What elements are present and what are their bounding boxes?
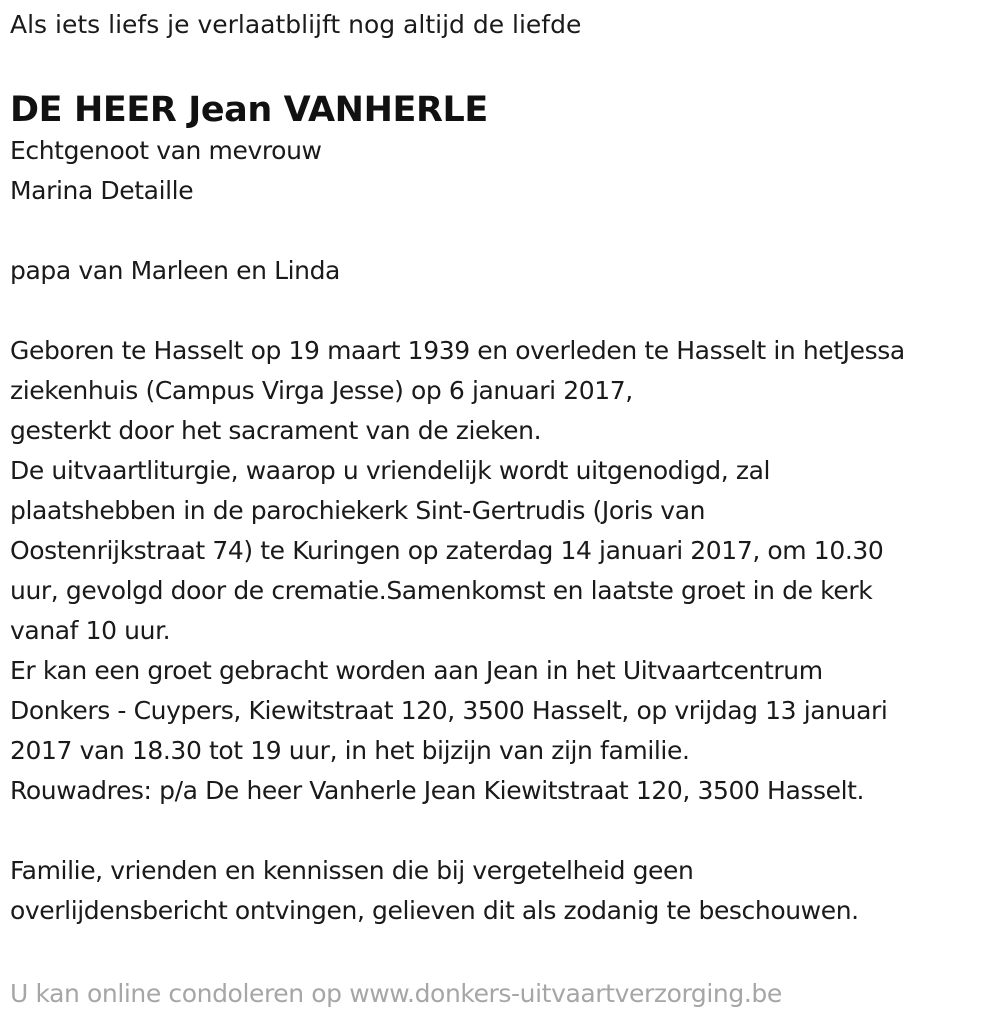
spouse-line-2: Marina Detaille bbox=[10, 176, 194, 205]
body-line: Oostenrijkstraat 74) te Kuringen op zaterdag 14 januari 2017, om 10.30 bbox=[10, 536, 884, 565]
deceased-name: DE HEER Jean VANHERLE bbox=[10, 90, 488, 130]
body-line: ziekenhuis (Campus Virga Jesse) op 6 januari 2017, bbox=[10, 376, 633, 405]
children-line: papa van Marleen en Linda bbox=[10, 256, 340, 285]
condolence-footer: U kan online condoleren op www.donkers-uitvaartverzorging.be bbox=[10, 979, 782, 1008]
body-line: gesterkt door het sacrament van de zieken. bbox=[10, 416, 542, 445]
body-line: De uitvaartliturgie, waarop u vriendelijk wordt uitgenodigd, zal bbox=[10, 456, 771, 485]
body-line: Er kan een groet gebracht worden aan Jean in het Uitvaartcentrum bbox=[10, 656, 823, 685]
body-line: plaatshebben in de parochiekerk Sint-Gertrudis (Joris van bbox=[10, 496, 706, 525]
body-line: Geboren te Hasselt op 19 maart 1939 en overleden te Hasselt in hetJessa bbox=[10, 336, 905, 365]
body-line: 2017 van 18.30 tot 19 uur, in het bijzijn van zijn familie. bbox=[10, 736, 690, 765]
spacer bbox=[10, 211, 1000, 251]
body-line: uur, gevolgd door de crematie.Samenkomst en laatste groet in de kerk bbox=[10, 576, 873, 605]
closing-line-2: overlijdensbericht ontvingen, gelieven dit als zodanig te beschouwen. bbox=[10, 896, 859, 925]
spacer bbox=[10, 811, 1000, 851]
body-line: Donkers - Cuypers, Kiewitstraat 120, 3500 Hasselt, op vrijdag 13 januari bbox=[10, 696, 888, 725]
mourning-address-line: Rouwadres: p/a De heer Vanherle Jean Kiewitstraat 120, 3500 Hasselt. bbox=[10, 776, 865, 805]
motto: Als iets liefs je verlaatblijft nog altijd de liefde bbox=[10, 10, 582, 39]
body-line: vanaf 10 uur. bbox=[10, 616, 171, 645]
spouse-line-1: Echtgenoot van mevrouw bbox=[10, 136, 322, 165]
closing-line-1: Familie, vrienden en kennissen die bij vergetelheid geen bbox=[10, 856, 694, 885]
spacer bbox=[10, 291, 1000, 331]
